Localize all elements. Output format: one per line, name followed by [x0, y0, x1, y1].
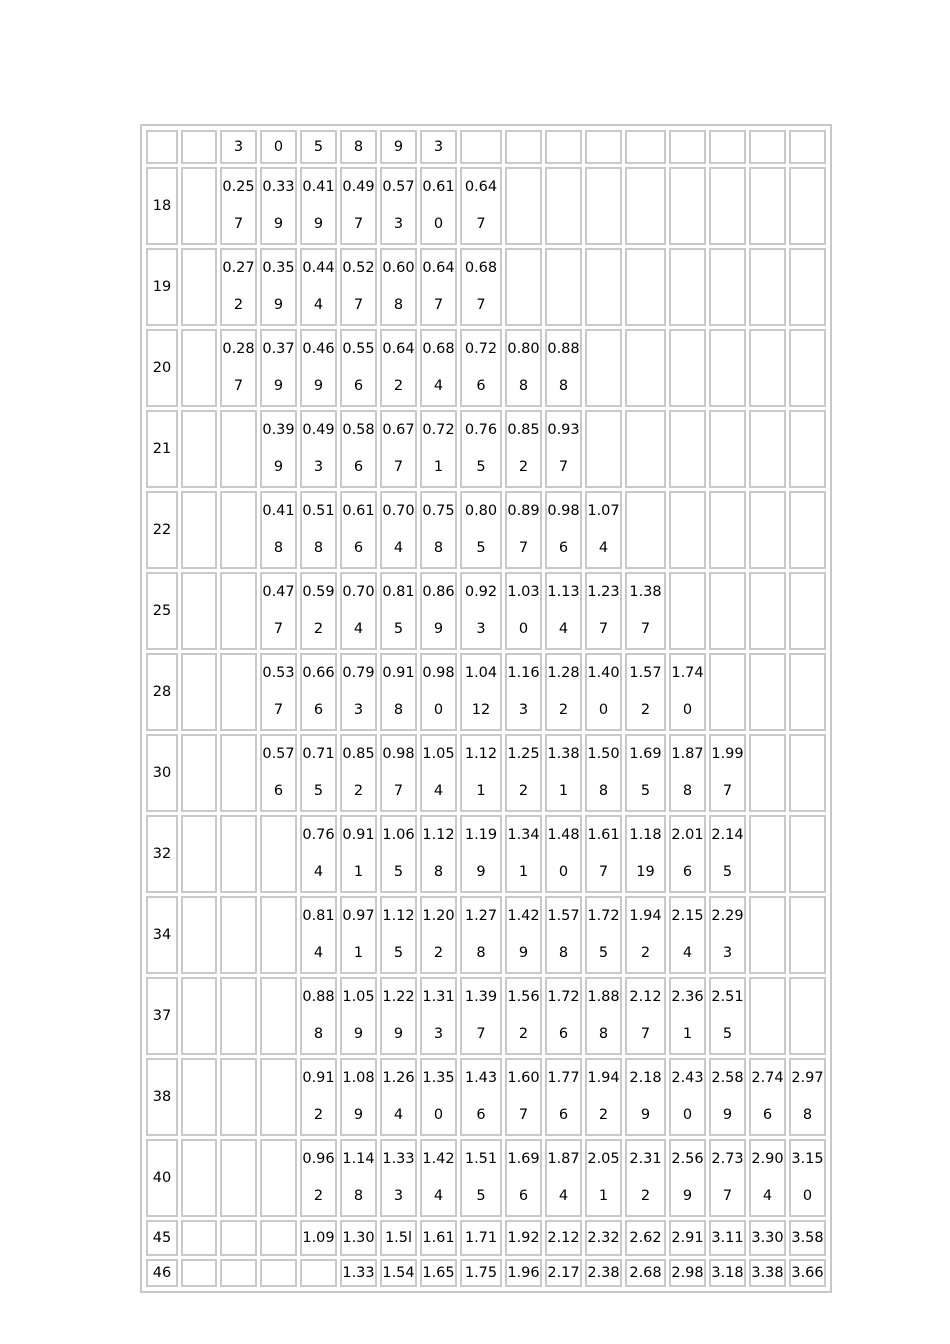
table-cell: 0.962 — [300, 1139, 337, 1217]
table-cell — [669, 572, 706, 650]
table-cell: 0.814 — [300, 896, 337, 974]
table-cell — [789, 815, 826, 893]
table-cell: 0.573 — [380, 167, 417, 245]
table-cell: 1.065 — [380, 815, 417, 893]
table-cell — [181, 410, 217, 488]
table-cell: 1.71 — [460, 1220, 502, 1256]
table-cell: 3.18 — [709, 1259, 746, 1287]
table-cell: 1.125 — [380, 896, 417, 974]
table-cell: 2.68 — [625, 1259, 666, 1287]
table-cell: 1.30 — [340, 1220, 377, 1256]
table-cell — [749, 248, 786, 326]
table-cell: 1.65 — [420, 1259, 457, 1287]
table-cell: 0.610 — [420, 167, 457, 245]
table-cell — [789, 734, 826, 812]
table-row — [146, 329, 826, 407]
table-cell: 0.897 — [505, 491, 542, 569]
table-cell — [260, 1259, 297, 1287]
table-cell: 1.128 — [420, 815, 457, 893]
table-cell: 0.477 — [260, 572, 297, 650]
table-cell — [749, 410, 786, 488]
table-cell — [749, 572, 786, 650]
table-cell: 1.617 — [585, 815, 622, 893]
table-cell: 1.725 — [585, 896, 622, 974]
table-cell: 0.647 — [460, 167, 502, 245]
table-cell: 1.134 — [545, 572, 582, 650]
table-cell: 1.054 — [420, 734, 457, 812]
table-cell — [625, 410, 666, 488]
table-cell: 1.163 — [505, 653, 542, 731]
table-cell — [789, 491, 826, 569]
table-cell: 0.586 — [340, 410, 377, 488]
table-cell — [749, 896, 786, 974]
table-cell — [585, 329, 622, 407]
table-cell: 0.616 — [340, 491, 377, 569]
table-cell — [181, 896, 217, 974]
table-cell: 1.264 — [380, 1058, 417, 1136]
table-cell: 1.33 — [340, 1259, 377, 1287]
table-cell: 0.642 — [380, 329, 417, 407]
table-cell: 3 — [420, 130, 457, 164]
table-cell — [220, 491, 257, 569]
table-cell: 1.776 — [545, 1058, 582, 1136]
table-cell: 0.493 — [300, 410, 337, 488]
table-cell — [669, 410, 706, 488]
table-cell — [220, 1139, 257, 1217]
table-cell: 0.923 — [460, 572, 502, 650]
table-cell — [669, 248, 706, 326]
table-cell — [669, 491, 706, 569]
table-cell — [709, 248, 746, 326]
table-cell: 0.704 — [380, 491, 417, 569]
table-cell — [220, 1058, 257, 1136]
table-cell: 0.592 — [300, 572, 337, 650]
table-cell — [625, 167, 666, 245]
table-cell: 0.852 — [340, 734, 377, 812]
table-row — [146, 977, 826, 1055]
table-cell: 0.704 — [340, 572, 377, 650]
table-cell — [625, 248, 666, 326]
table-cell — [181, 1259, 217, 1287]
table-cell: 0.912 — [300, 1058, 337, 1136]
table-cell — [749, 167, 786, 245]
table-cell — [181, 977, 217, 1055]
table-cell — [505, 167, 542, 245]
table-cell: 1.878 — [669, 734, 706, 812]
table-cell — [181, 491, 217, 569]
table-cell: 1.0412 — [460, 653, 502, 731]
table-row — [146, 1139, 826, 1217]
table-cell: 1.387 — [625, 572, 666, 650]
table-cell: 1.942 — [625, 896, 666, 974]
table-cell — [709, 653, 746, 731]
table-cell — [709, 572, 746, 650]
table-cell: 2.978 — [789, 1058, 826, 1136]
table-cell: 2.145 — [709, 815, 746, 893]
row-header-cell: 28 — [146, 653, 178, 731]
table-cell: 2.12 — [545, 1220, 582, 1256]
table-cell: 0.726 — [460, 329, 502, 407]
table-cell — [749, 977, 786, 1055]
row-header-cell — [146, 130, 178, 164]
table-cell — [220, 896, 257, 974]
table-cell: 0.721 — [420, 410, 457, 488]
table-cell — [789, 572, 826, 650]
table-cell — [585, 410, 622, 488]
table-cell — [181, 1058, 217, 1136]
table-cell: 0.419 — [300, 167, 337, 245]
table-cell: 1.695 — [625, 734, 666, 812]
table-row — [146, 1058, 826, 1136]
table-cell: 0.379 — [260, 329, 297, 407]
table-cell: 5 — [300, 130, 337, 164]
table-cell: 0.805 — [460, 491, 502, 569]
table-cell: 0.937 — [545, 410, 582, 488]
table-row — [146, 653, 826, 731]
table-cell: 1.237 — [585, 572, 622, 650]
table-cell — [220, 1220, 257, 1256]
table-cell: 0.869 — [420, 572, 457, 650]
table-cell — [260, 1139, 297, 1217]
table-cell: 9 — [380, 130, 417, 164]
table-cell: 2.293 — [709, 896, 746, 974]
row-header-cell: 45 — [146, 1220, 178, 1256]
table-cell: 0 — [260, 130, 297, 164]
table-cell: 3.30 — [749, 1220, 786, 1256]
row-header-cell: 46 — [146, 1259, 178, 1287]
table-cell — [220, 410, 257, 488]
table-cell: 1.61 — [420, 1220, 457, 1256]
table-cell: 0.684 — [420, 329, 457, 407]
table-cell — [585, 130, 622, 164]
table-cell — [545, 167, 582, 245]
table-cell — [789, 329, 826, 407]
table-cell: 1.1819 — [625, 815, 666, 893]
table-cell — [545, 130, 582, 164]
table-cell — [789, 130, 826, 164]
table-cell: 1.92 — [505, 1220, 542, 1256]
table-cell: 1.515 — [460, 1139, 502, 1217]
table-cell — [625, 130, 666, 164]
table-cell: 1.333 — [380, 1139, 417, 1217]
table-cell: 1.942 — [585, 1058, 622, 1136]
table-cell: 1.607 — [505, 1058, 542, 1136]
table-cell — [181, 1220, 217, 1256]
table-cell: 1.424 — [420, 1139, 457, 1217]
table-cell: 0.765 — [460, 410, 502, 488]
table-cell — [220, 977, 257, 1055]
table-cell — [460, 130, 502, 164]
table-cell: 0.257 — [220, 167, 257, 245]
table-cell: 1.09 — [300, 1220, 337, 1256]
table-cell: 1.572 — [625, 653, 666, 731]
table-row — [146, 815, 826, 893]
table-cell: 0.677 — [380, 410, 417, 488]
table-cell: 2.127 — [625, 977, 666, 1055]
table-cell — [749, 491, 786, 569]
table-cell — [789, 896, 826, 974]
table-cell: 2.361 — [669, 977, 706, 1055]
table-cell: 1.381 — [545, 734, 582, 812]
table-cell: 1.726 — [545, 977, 582, 1055]
table-cell: 0.287 — [220, 329, 257, 407]
table-cell: 0.758 — [420, 491, 457, 569]
table-cell: 1.278 — [460, 896, 502, 974]
table-cell: 1.5l — [380, 1220, 417, 1256]
table-cell: 1.089 — [340, 1058, 377, 1136]
table-cell — [260, 896, 297, 974]
table-cell: 2.016 — [669, 815, 706, 893]
table-cell — [709, 491, 746, 569]
table-cell — [669, 329, 706, 407]
table-cell: 0.608 — [380, 248, 417, 326]
table-cell: 3.38 — [749, 1259, 786, 1287]
table-cell — [709, 410, 746, 488]
table-cell: 1.75 — [460, 1259, 502, 1287]
table-cell: 0.469 — [300, 329, 337, 407]
table-cell — [789, 977, 826, 1055]
table-row — [146, 167, 826, 245]
table-cell — [260, 815, 297, 893]
table-cell: 1.313 — [420, 977, 457, 1055]
table-cell — [545, 248, 582, 326]
table-cell: 0.399 — [260, 410, 297, 488]
table-cell: 0.888 — [545, 329, 582, 407]
table-cell: 3.11 — [709, 1220, 746, 1256]
table-cell: 1.997 — [709, 734, 746, 812]
table-cell: 1.229 — [380, 977, 417, 1055]
row-header-cell: 37 — [146, 977, 178, 1055]
table-cell: 2.32 — [585, 1220, 622, 1256]
table-cell — [749, 329, 786, 407]
table-cell: 0.537 — [260, 653, 297, 731]
table-cell — [749, 815, 786, 893]
table-cell: 1.740 — [669, 653, 706, 731]
table-row — [146, 896, 826, 974]
table-cell: 1.96 — [505, 1259, 542, 1287]
table-cell — [181, 572, 217, 650]
table-cell: 2.515 — [709, 977, 746, 1055]
table-cell: 1.888 — [585, 977, 622, 1055]
table-cell: 1.436 — [460, 1058, 502, 1136]
table-cell: 0.497 — [340, 167, 377, 245]
table-cell: 0.576 — [260, 734, 297, 812]
row-header-cell: 22 — [146, 491, 178, 569]
table-cell: 0.418 — [260, 491, 297, 569]
table-cell — [709, 329, 746, 407]
table-cell: 1.562 — [505, 977, 542, 1055]
table-cell: 2.189 — [625, 1058, 666, 1136]
table-cell — [625, 491, 666, 569]
table-row — [146, 130, 826, 164]
data-table — [143, 127, 829, 1290]
table-cell — [220, 815, 257, 893]
table-cell — [669, 167, 706, 245]
table-cell — [709, 130, 746, 164]
table-cell: 0.808 — [505, 329, 542, 407]
table-cell: 1.400 — [585, 653, 622, 731]
table-cell — [220, 1259, 257, 1287]
table-cell: 2.154 — [669, 896, 706, 974]
row-header-cell: 18 — [146, 167, 178, 245]
table-row — [146, 734, 826, 812]
table-cell — [260, 1220, 297, 1256]
table-cell — [789, 410, 826, 488]
table-cell: 2.430 — [669, 1058, 706, 1136]
table-cell: 3.66 — [789, 1259, 826, 1287]
table-cell: 2.91 — [669, 1220, 706, 1256]
table-cell — [749, 653, 786, 731]
row-header-cell: 34 — [146, 896, 178, 974]
table-cell: 0.339 — [260, 167, 297, 245]
table-cell: 0.764 — [300, 815, 337, 893]
table-cell: 0.918 — [380, 653, 417, 731]
table-row — [146, 572, 826, 650]
table-cell: 1.429 — [505, 896, 542, 974]
table-cell — [749, 734, 786, 812]
table-cell — [181, 815, 217, 893]
table-cell: 1.578 — [545, 896, 582, 974]
table-cell: 3.58 — [789, 1220, 826, 1256]
table-cell: 0.444 — [300, 248, 337, 326]
table-cell — [181, 734, 217, 812]
table-cell: 0.986 — [545, 491, 582, 569]
table-cell: 3.150 — [789, 1139, 826, 1217]
table-cell — [505, 130, 542, 164]
table-cell — [749, 130, 786, 164]
table-cell: 2.737 — [709, 1139, 746, 1217]
table-row — [146, 248, 826, 326]
row-header-cell: 30 — [146, 734, 178, 812]
table-cell: 0.359 — [260, 248, 297, 326]
table-cell — [669, 130, 706, 164]
table-cell: 0.980 — [420, 653, 457, 731]
table-cell: 1.121 — [460, 734, 502, 812]
table-cell: 0.971 — [340, 896, 377, 974]
table-cell: 8 — [340, 130, 377, 164]
table-cell — [260, 977, 297, 1055]
table-cell — [181, 653, 217, 731]
table-cell: 2.746 — [749, 1058, 786, 1136]
table-cell: 1.341 — [505, 815, 542, 893]
table-cell — [625, 329, 666, 407]
table-cell: 1.030 — [505, 572, 542, 650]
table-cell: 2.98 — [669, 1259, 706, 1287]
table-cell — [789, 248, 826, 326]
table-cell: 1.696 — [505, 1139, 542, 1217]
table-row — [146, 1259, 826, 1287]
table-cell: 1.397 — [460, 977, 502, 1055]
table-cell: 1.480 — [545, 815, 582, 893]
table-row — [146, 491, 826, 569]
table-cell: 1.252 — [505, 734, 542, 812]
table-cell: 0.888 — [300, 977, 337, 1055]
table-cell: 0.793 — [340, 653, 377, 731]
table-cell: 2.569 — [669, 1139, 706, 1217]
table-cell: 2.589 — [709, 1058, 746, 1136]
data-table-frame — [140, 124, 832, 1293]
table-cell: 1.074 — [585, 491, 622, 569]
table-cell — [220, 572, 257, 650]
table-cell: 3 — [220, 130, 257, 164]
table-cell: 0.852 — [505, 410, 542, 488]
row-header-cell: 20 — [146, 329, 178, 407]
table-cell: 2.904 — [749, 1139, 786, 1217]
table-cell — [709, 167, 746, 245]
table-cell — [220, 653, 257, 731]
table-cell: 1.874 — [545, 1139, 582, 1217]
table-cell: 0.815 — [380, 572, 417, 650]
table-cell: 1.54 — [380, 1259, 417, 1287]
table-cell: 1.508 — [585, 734, 622, 812]
table-cell: 1.199 — [460, 815, 502, 893]
row-header-cell: 32 — [146, 815, 178, 893]
table-cell: 2.051 — [585, 1139, 622, 1217]
table-cell: 0.272 — [220, 248, 257, 326]
table-cell — [585, 167, 622, 245]
table-cell: 0.666 — [300, 653, 337, 731]
table-cell: 0.518 — [300, 491, 337, 569]
table-cell: 1.202 — [420, 896, 457, 974]
table-cell — [181, 1139, 217, 1217]
table-cell: 1.350 — [420, 1058, 457, 1136]
table-cell: 0.647 — [420, 248, 457, 326]
table-cell: 2.62 — [625, 1220, 666, 1256]
table-cell: 1.059 — [340, 977, 377, 1055]
row-header-cell: 25 — [146, 572, 178, 650]
table-cell — [789, 167, 826, 245]
table-cell — [181, 167, 217, 245]
table-row — [146, 1220, 826, 1256]
table-cell: 2.17 — [545, 1259, 582, 1287]
table-cell — [181, 130, 217, 164]
table-cell: 0.911 — [340, 815, 377, 893]
table-cell — [789, 653, 826, 731]
table-cell — [260, 1058, 297, 1136]
table-cell: 0.987 — [380, 734, 417, 812]
table-cell — [300, 1259, 337, 1287]
table-cell: 2.38 — [585, 1259, 622, 1287]
row-header-cell: 21 — [146, 410, 178, 488]
table-row — [146, 410, 826, 488]
row-header-cell: 38 — [146, 1058, 178, 1136]
table-cell: 1.282 — [545, 653, 582, 731]
table-cell: 0.556 — [340, 329, 377, 407]
table-cell — [181, 248, 217, 326]
table-cell: 0.715 — [300, 734, 337, 812]
row-header-cell: 40 — [146, 1139, 178, 1217]
table-cell — [220, 734, 257, 812]
table-cell: 2.312 — [625, 1139, 666, 1217]
table-cell: 0.527 — [340, 248, 377, 326]
table-cell — [585, 248, 622, 326]
row-header-cell: 19 — [146, 248, 178, 326]
table-cell — [181, 329, 217, 407]
table-cell: 0.687 — [460, 248, 502, 326]
table-cell — [505, 248, 542, 326]
table-cell: 1.148 — [340, 1139, 377, 1217]
